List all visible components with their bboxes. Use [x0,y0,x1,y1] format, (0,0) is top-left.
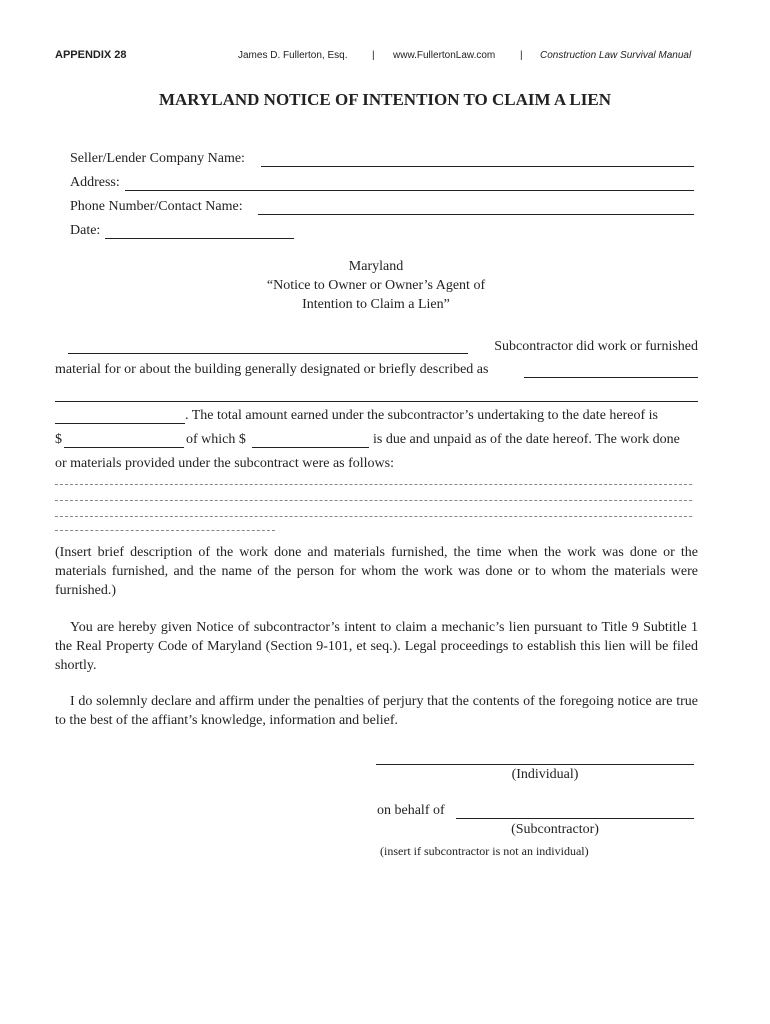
date-label: Date: [70,223,101,238]
appendix-label: APPENDIX 28 [55,49,127,61]
body-text: or materials provided under the subcontract were as follows: [55,456,395,471]
subtitle-line: Intention to Claim a Lien” [302,297,450,312]
body-text: . The total amount earned under the subcontractor’s undertaking to the date hereof is [185,408,658,423]
book-title: Construction Law Survival Manual [540,50,692,61]
work-description-line[interactable] [55,516,692,517]
subtitle-line: “Notice to Owner or Owner’s Agent of [266,278,486,293]
building-description-field-3[interactable] [55,423,185,424]
body-text: is due and unpaid as of the date hereof. The work done [373,432,680,447]
subcontractor-name-field[interactable] [68,353,468,354]
dollar-sign: $ [55,432,62,447]
subtitle-state: Maryland [348,259,404,274]
building-description-field[interactable] [524,377,698,378]
phone-field[interactable] [258,214,694,215]
date-field[interactable] [105,238,294,239]
instructions-text: (Insert brief description of the work done and materials furnished, the time when the work was done or the materials furnished, and the name of the person for whom the work was done or to whom the materials were furnished.) [55,545,698,598]
address-label: Address: [70,175,120,190]
body-text: Subcontractor did work or furnished [494,339,698,354]
total-amount-field[interactable] [64,447,184,448]
notice-text: You are hereby given Notice of subcontractor’s intent to claim a mechanic’s lien pursuant to Title 9 Subtitle 1 the Real Property Code of Maryland (Section 9-101, et seq.). Legal proceedings to establish this lien will be filed shortly. [55,620,698,673]
body-text: material for or about the building generally designated or briefly described as [55,362,489,377]
unpaid-amount-field[interactable] [252,447,369,448]
subcontractor-caption: (Subcontractor) [511,822,599,837]
seller-label: Seller/Lender Company Name: [70,151,245,166]
building-description-field-2[interactable] [55,401,698,402]
page-title: MARYLAND NOTICE OF INTENTION TO CLAIM A LIEN [158,90,612,109]
declaration-text: I do solemnly declare and affirm under the penalties of perjury that the contents of the foregoing notice are true to the best of the affiant’s knowledge, information and belief. [55,694,698,728]
separator: | [372,50,375,61]
work-description-line[interactable] [55,500,692,501]
work-description-line[interactable] [55,484,692,485]
individual-signature-field[interactable] [376,764,694,765]
body-text: of which $ [186,432,246,447]
seller-field[interactable] [261,166,694,167]
work-description-line[interactable] [55,530,275,531]
address-field[interactable] [125,190,694,191]
separator: | [520,50,523,61]
author: James D. Fullerton, Esq. [238,50,348,61]
subcontractor-signature-field[interactable] [456,818,694,819]
subcontractor-note: (insert if subcontractor is not an individual) [380,844,589,858]
website: www.FullertonLaw.com [393,50,496,61]
individual-caption: (Individual) [511,767,579,782]
phone-label: Phone Number/Contact Name: [70,199,243,214]
on-behalf-label: on behalf of [377,803,445,818]
